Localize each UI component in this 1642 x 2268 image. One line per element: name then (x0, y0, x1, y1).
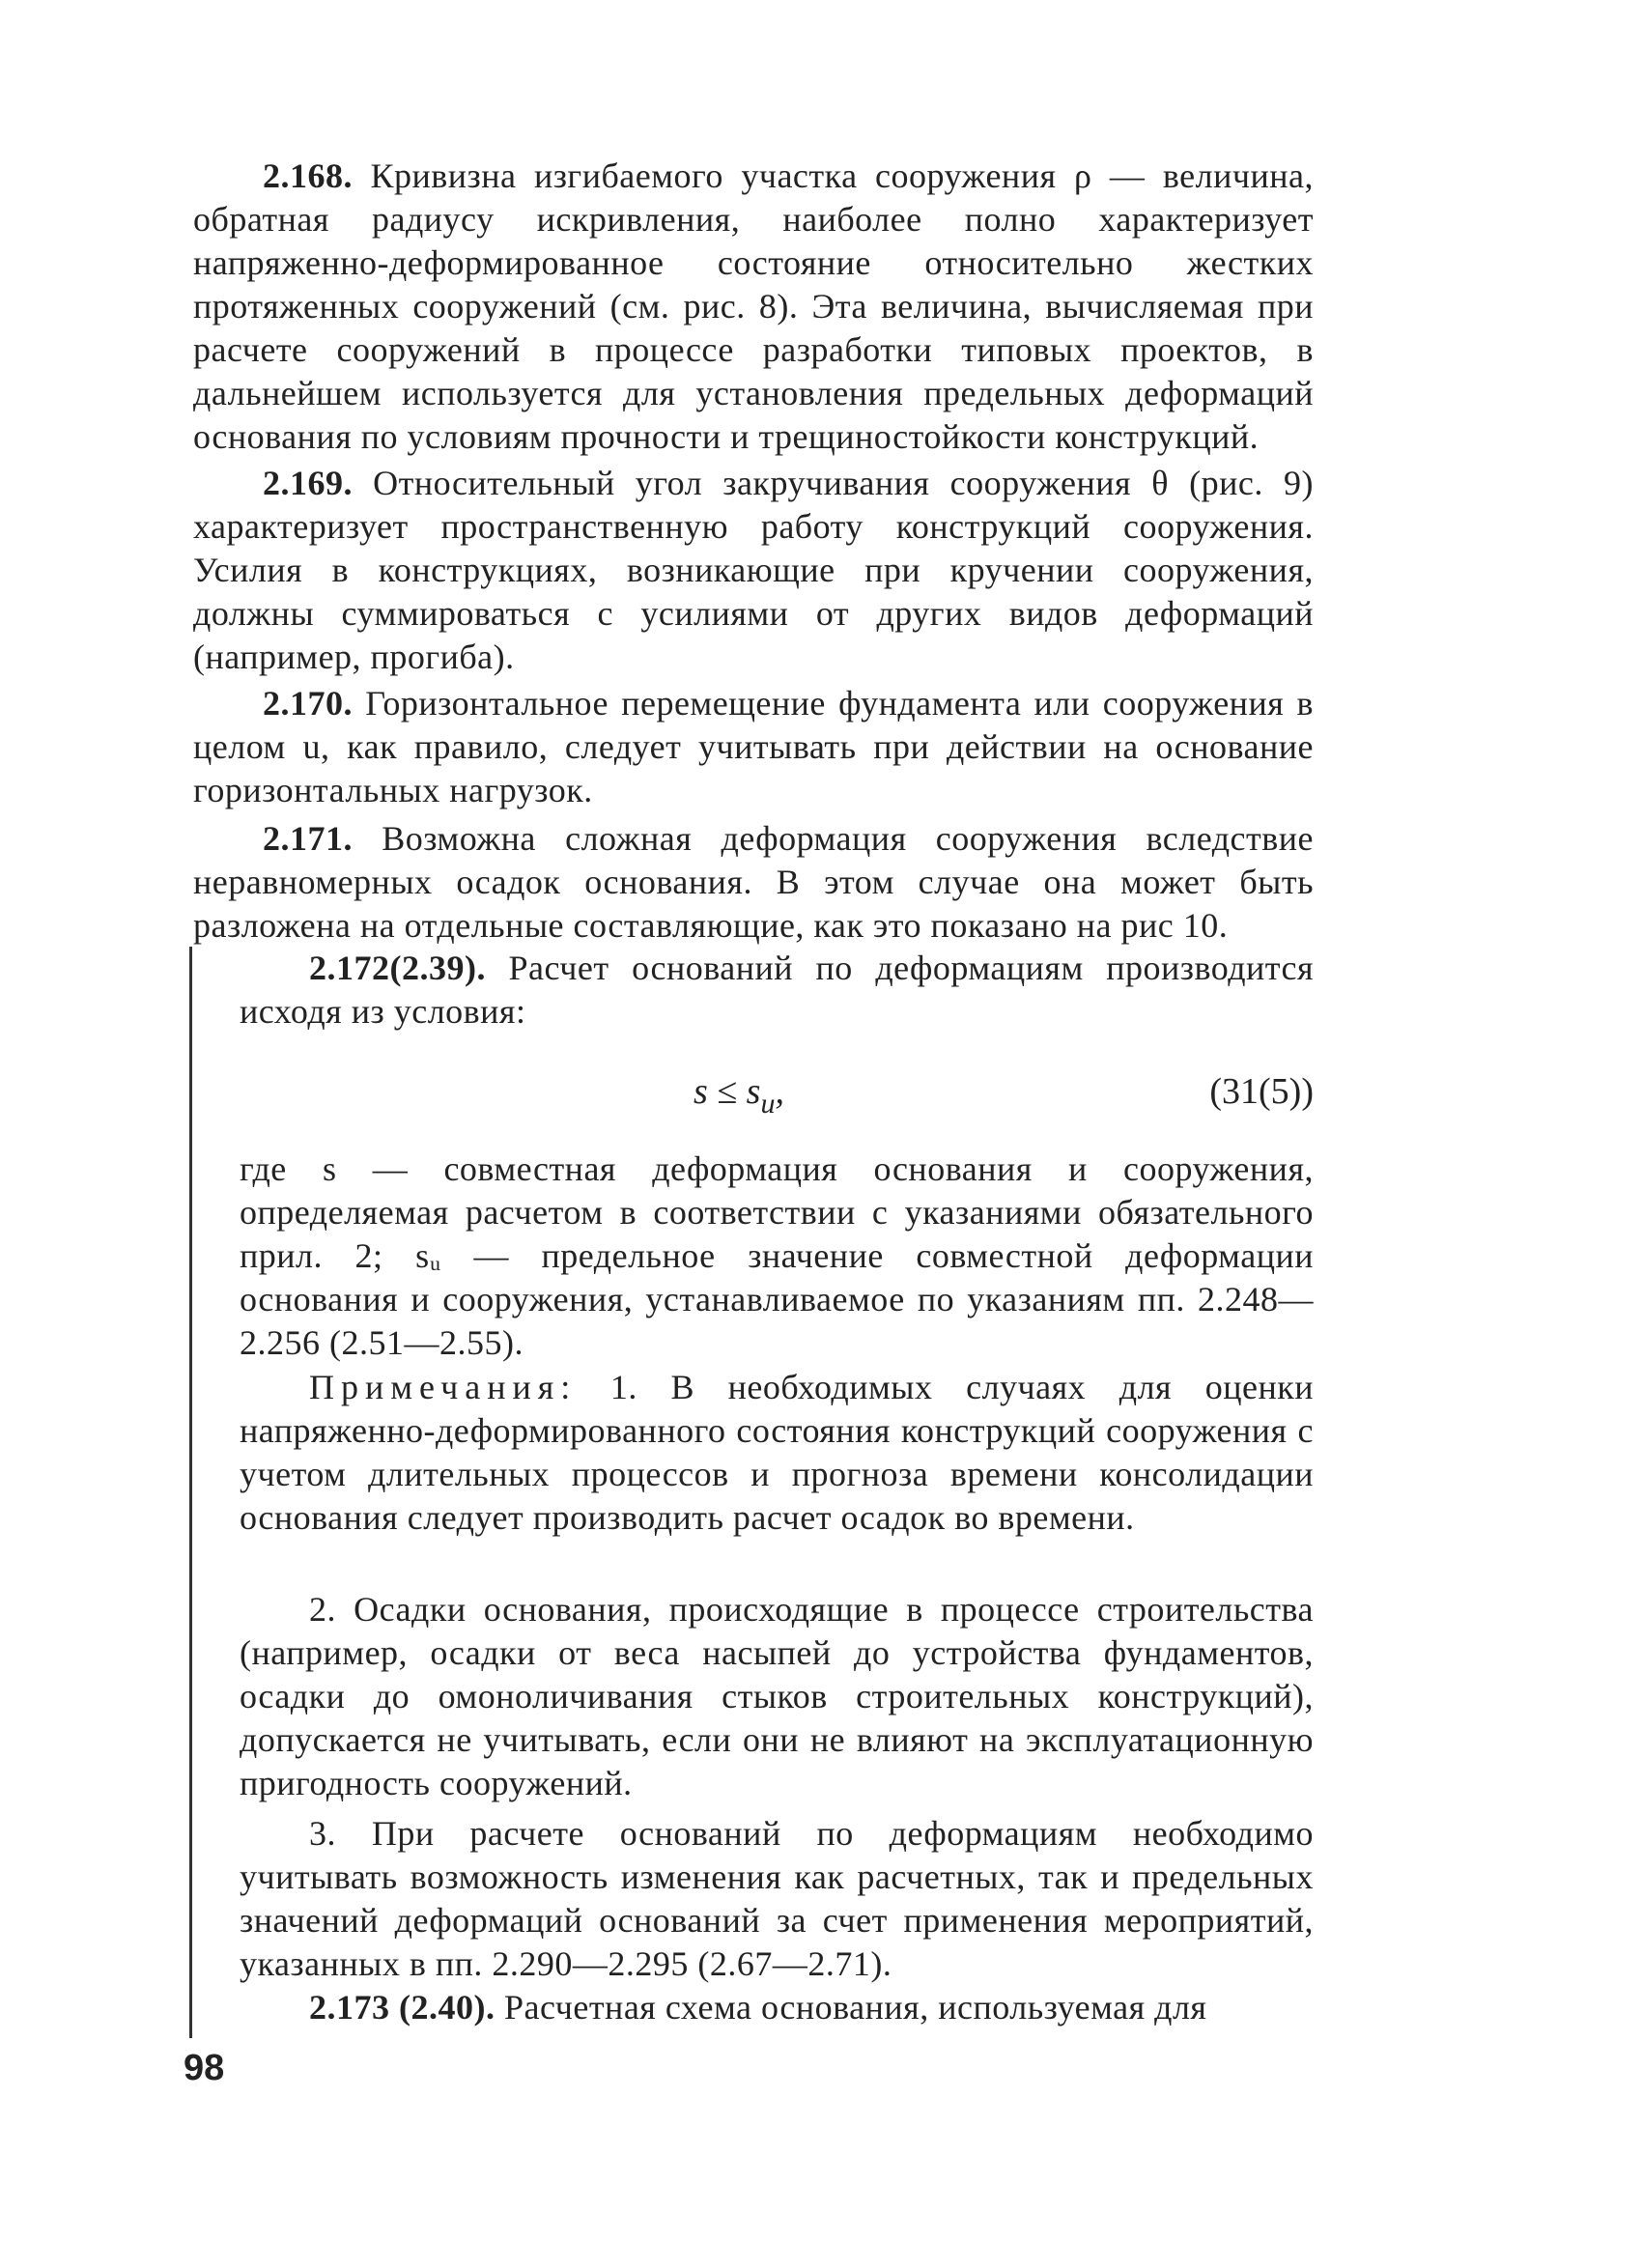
paragraph-2-170 (193, 682, 1314, 812)
paragraph-number: 2.173 (2.40). (309, 1988, 495, 2027)
note-1 (240, 1366, 1314, 1540)
paragraph-number: 2.171. (263, 819, 353, 858)
paragraph-text: где s — совместная деформация основания и сооружения, определяемая расчетом в соответствии с указаниями обязательного прил. 2; sᵤ — предельное значение совместной деформации основания и сооружения, устанавливаемое по указаниям пп. 2.248—2.256 (2.51—2.55). (240, 1149, 1314, 1362)
paragraph-2-173 (240, 1986, 1314, 2029)
paragraph-number: 2.172(2.39). (309, 949, 486, 987)
paragraph-text: Возможна сложная деформация сооружения вследствие неравномерных осадок основания. В этом случае она может быть разложена на отдельные составляющие, как это показано на рис 10. (193, 819, 1314, 945)
margin-revision-bar (189, 947, 192, 2038)
paragraph-2-169 (193, 462, 1314, 679)
paragraph-text: Кривизна изгибаемого участка сооружения ρ — величина, обратная радиусу искривления, наиболее полно характеризует напряженно-деформированное состояние относительно жестких протяженных сооружений (см. рис. 8). Эта величина, вычисляемая при расчете сооружений в процессе разработки типовых проектов, в дальнейшем используется для установления предельных деформаций основания по условиям прочности и трещиностойкости конструкций. (193, 156, 1314, 456)
page-number: 98 (184, 2048, 225, 2088)
paragraph-number: 2.169. (263, 464, 353, 502)
paragraph-text: Относительный угол закручивания сооружения θ (рис. 9) характеризует пространственную работу конструкций сооружения. Усилия в конструкциях, возникающие при кручении сооружения, должны суммироваться с усилиями от других видов деформаций (например, прогиба). (193, 464, 1315, 676)
paragraph-text: 1. В необходимых случаях для оценки напряженно-деформированного состояния конструкций сооружения с учетом длительных процессов и прогноза времени консолидации основания следует производить расчет осадок во времени. (240, 1368, 1314, 1537)
note-3 (240, 1812, 1314, 1986)
paragraph-text: Горизонтальное перемещение фундамента или сооружения в целом u, как правило, следует учитывать при действии на основание горизонтальных нагрузок. (193, 684, 1315, 809)
paragraph-text: 2. Осадки основания, происходящие в процессе строительства (например, осадки от веса насыпей до устройства фундаментов, осадки до омоноличивания стыков строительных конструкций), допускается не учитывать, если они не влияют на эксплуатационную пригодность сооружений. (240, 1590, 1314, 1802)
formula-31-5 (232, 1070, 1314, 1128)
formula-number: (31(5)) (1209, 1071, 1314, 1112)
note-2 (240, 1588, 1314, 1805)
paragraph-text: Расчет оснований по деформациям производится исходя из условия: (240, 949, 1314, 1031)
paragraph-text: 3. При расчете оснований по деформациям необходимо учитывать возможность изменения как расчетных, так и предельных значений деформаций оснований за счет применения мероприятий, указанных в пп. 2.290—2.295 (2.67—2.71). (240, 1814, 1314, 1983)
notes-label: Примечания: (309, 1368, 578, 1406)
paragraph-2-172 (240, 947, 1314, 1034)
paragraph-number: 2.170. (263, 684, 353, 723)
paragraph-2-168 (193, 155, 1314, 459)
paragraph-number: 2.168. (263, 156, 353, 195)
paragraph-2-171 (193, 817, 1314, 948)
formula-explanation (240, 1148, 1314, 1365)
paragraph-text: Расчетная схема основания, используемая для (503, 1988, 1207, 2027)
formula-expression: $s \le s_u$, (694, 1071, 784, 1120)
